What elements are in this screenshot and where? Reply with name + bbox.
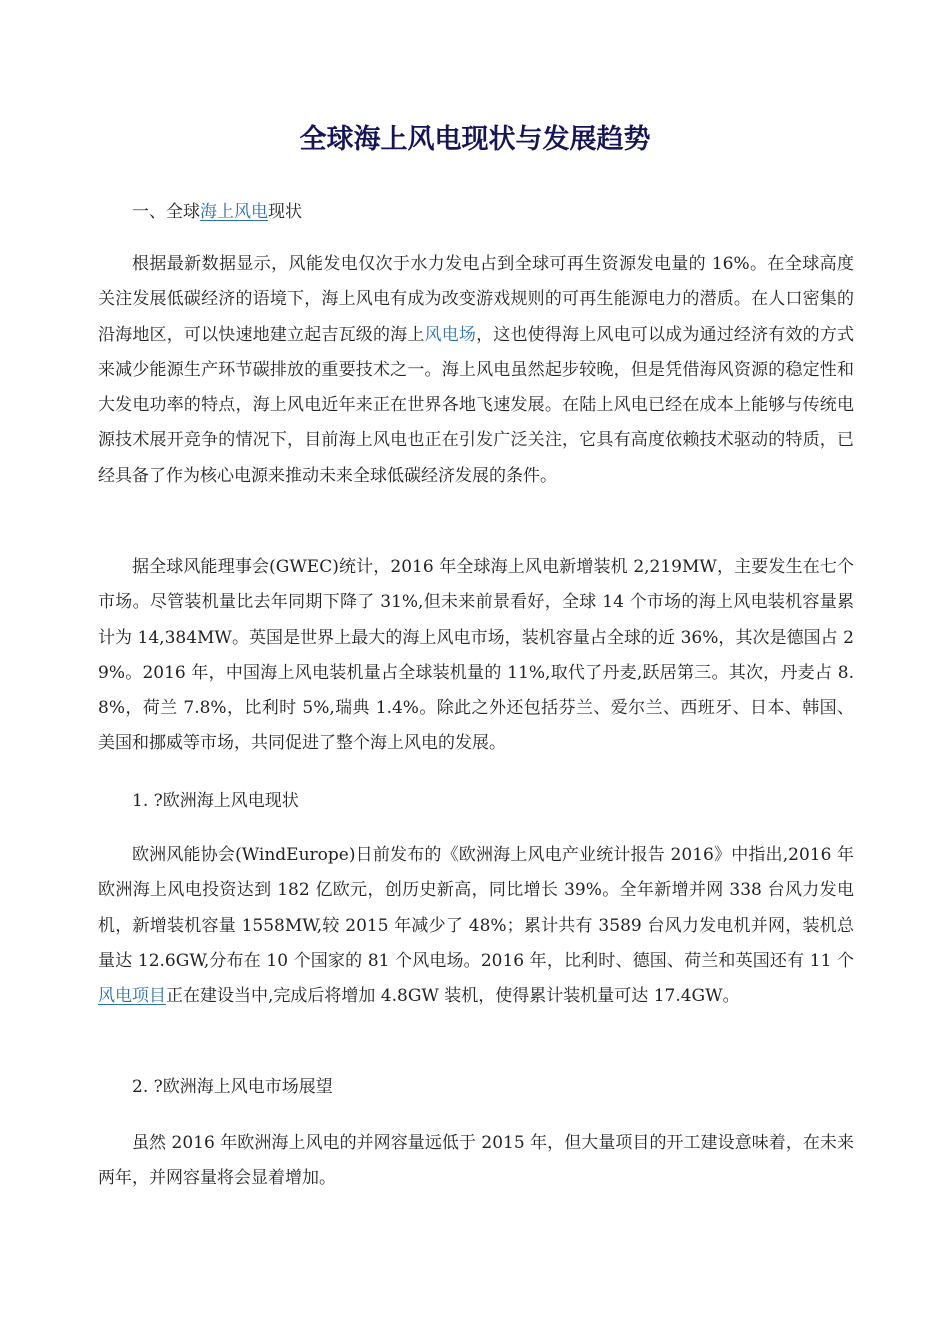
subsection-heading-2: 2. ?欧洲海上风电市场展望 xyxy=(132,1077,333,1097)
wind-project-link[interactable]: 风电项目 xyxy=(98,986,166,1007)
wind-farm-link[interactable]: 风电场 xyxy=(424,324,477,345)
section-heading-1 xyxy=(132,195,832,230)
paragraph-2: 据全球风能理事会(GWEC)统计，2016 年全球海上风电新增装机 2,219MW，主要发生在七个市场。尽管装机量比去年同期下降了 31%,但未来前景看好，全球 14 个市场的海上风电装机容量累计为 14,384MW。英国是世界上最大的海上风电市场，装机容量占全球的近 36%，其次是德国占 29%。2016 年，中国海上风电装机量占全球装机量的 11%,取代了丹麦,跃居第三。其次，丹麦占 8.8%，荷兰 7.8%，比利时 5%,瑞典 1.4%。除此之外还包括芬兰、爱尔兰、西班牙、日本、韩国、美国和挪威等市场，共同促进了整个海上风电的发展。 xyxy=(98,557,854,754)
section-heading-suffix: 现状 xyxy=(268,202,302,222)
paragraph-4: 虽然 2016 年欧洲海上风电的并网容量远低于 2015 年，但大量项目的开工建设意味着，在未来两年，并网容量将会显着增加。 xyxy=(98,1133,854,1189)
document-title: 全球海上风电现状与发展趋势 xyxy=(299,124,651,155)
paragraph-3 xyxy=(98,838,854,1014)
paragraph-1-text-a: 根据最新数据显示，风能发电仅次于水力发电占到全球可再生资源发电量的 16%。在全球高度关注发展低碳经济的语境下，海上风电有成为改变游戏规则的可再生能源电力的潜质。在人口密集的沿海地区，可以快速地建立起吉瓦级的海上 xyxy=(98,254,854,345)
paragraph-3-text-a: 欧洲风能协会(WindEurope)日前发布的《欧洲海上风电产业统计报告 2016》中指出,2016 年欧洲海上风电投资达到 182 亿欧元，创历史新高，同比增长 39%。全年新增并网 338 台风力发电机，新增装机容量 1558MW,较 2015 年减少了 48%；累计共有 3589 台风力发电机并网，装机总量达 12.6GW,分布在 10 个国家的 81 个风电场。2016 年，比利时、德国、荷兰和英国还有 11 个 xyxy=(98,845,854,971)
subsection-heading-1: 1. ?欧洲海上风电现状 xyxy=(132,791,299,811)
paragraph-1-text-b: ，这也使得海上风电可以成为通过经济有效的方式来减少能源生产环节碳排放的重要技术之一。海上风电虽然起步较晚，但是凭借海风资源的稳定性和大发电功率的特点，海上风电近年来正在世界各地飞速发展。在陆上风电已经在成本上能够与传统电源技术展开竞争的情况下，目前海上风电也正在引发广泛关注，它具有高度依赖技术驱动的特质，已经具备了作为核心电源来推动未来全球低碳经济发展的条件。 xyxy=(98,324,855,486)
section-heading-prefix: 一、全球 xyxy=(132,202,200,222)
paragraph-3-text-b: 正在建设当中,完成后将增加 4.8GW 装机，使得累计装机量可达 17.4GW。 xyxy=(166,986,740,1007)
paragraph-1 xyxy=(98,247,854,494)
offshore-wind-link[interactable]: 海上风电 xyxy=(200,202,268,222)
